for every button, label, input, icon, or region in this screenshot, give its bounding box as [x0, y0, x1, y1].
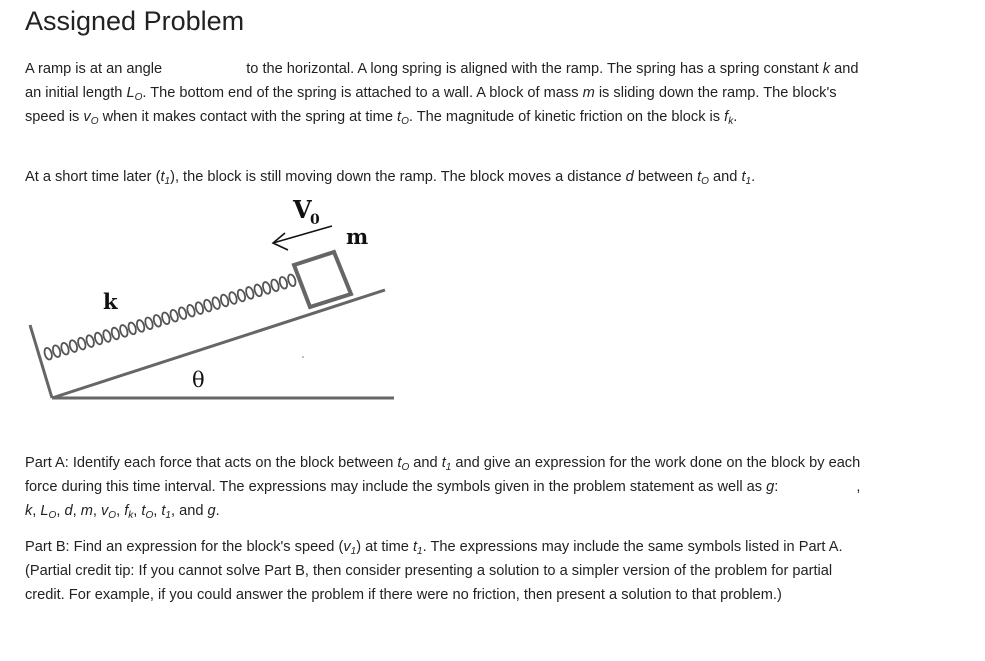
spring-coil — [270, 279, 280, 292]
spring-coil — [77, 337, 87, 350]
part-b: Part B: Find an expression for the block's speed $(v_1)$ at time $t_1$. The expressions may include the same symbols listed in Part A. (Partial credit tip: If you cannot solve Part B, then consider presenting a solution to a simpler version of the problem for partial credit. For example, if you could answer the problem if there were no friction, then present a solution to that problem.) — [25, 539, 843, 603]
spring-coil — [245, 286, 255, 299]
spring-coil — [178, 306, 188, 319]
spring-coil — [253, 284, 263, 297]
spring-coil — [52, 344, 62, 357]
spring-coil — [194, 301, 204, 314]
spring-coil — [228, 291, 238, 304]
velocity-arrow — [273, 226, 332, 250]
later-time-statement: At a short time later $(t_1)$, the block is still moving down the ramp. The block moves a distance d between $t_O$ and $t_1$. — [25, 169, 756, 187]
spring-coil — [136, 319, 146, 332]
spring-coil — [186, 304, 196, 317]
spring-coil — [169, 309, 179, 322]
spring-coil — [287, 274, 297, 287]
block — [294, 252, 351, 307]
spring-coil — [203, 299, 213, 312]
wall-line — [30, 325, 52, 398]
v0-label: V — [293, 195, 312, 224]
spring-coil — [220, 294, 230, 307]
spring-constant-label: k — [103, 289, 118, 314]
spring-coil — [110, 327, 120, 340]
angle-label: θ — [192, 368, 205, 392]
part-a: Part A: Identify each force that acts on the block between $t_O$ and $t_1$ and give an expression for the work done on the block by each force during this time interval. The expressions may include the symbols given in the problem statement as well as g: , k, $L_O$, d, m, $v_O$, $f_k$, $t_O$, $t_1$, and g. — [25, 455, 861, 521]
spring-coil — [85, 334, 95, 347]
spring-coil — [144, 317, 154, 330]
spring-coil — [278, 276, 288, 289]
spring-coil — [68, 339, 78, 352]
spring-coil — [43, 347, 53, 360]
spring-coil — [94, 332, 104, 345]
ramp-spring-figure — [0, 190, 420, 415]
spring — [43, 274, 297, 361]
spring-coil — [60, 342, 70, 355]
spring-coil — [152, 314, 162, 327]
spring-coil — [127, 322, 137, 335]
mass-label: m — [346, 224, 369, 249]
spring-coil — [262, 281, 272, 294]
problem-statement: A ramp is at an angle to the horizontal. A long spring is aligned with the ramp. The spring has a spring constant k and an initial length $L_O$. The bottom end of the spring is attached to a wall. A block of mass m is sliding down the ramp. The block's speed is $v_O$ when it makes contact with the spring at time $t_O$. The magnitude of kinetic friction on the block is $f_k$. — [25, 61, 859, 127]
spring-coil — [161, 312, 171, 325]
spring-coil — [119, 324, 129, 337]
spring-coil — [236, 289, 246, 302]
spring-coil — [211, 296, 221, 309]
spring-coil — [102, 329, 112, 342]
page-title: Assigned Problem — [25, 6, 245, 36]
v0-subscript: 0 — [310, 212, 320, 228]
